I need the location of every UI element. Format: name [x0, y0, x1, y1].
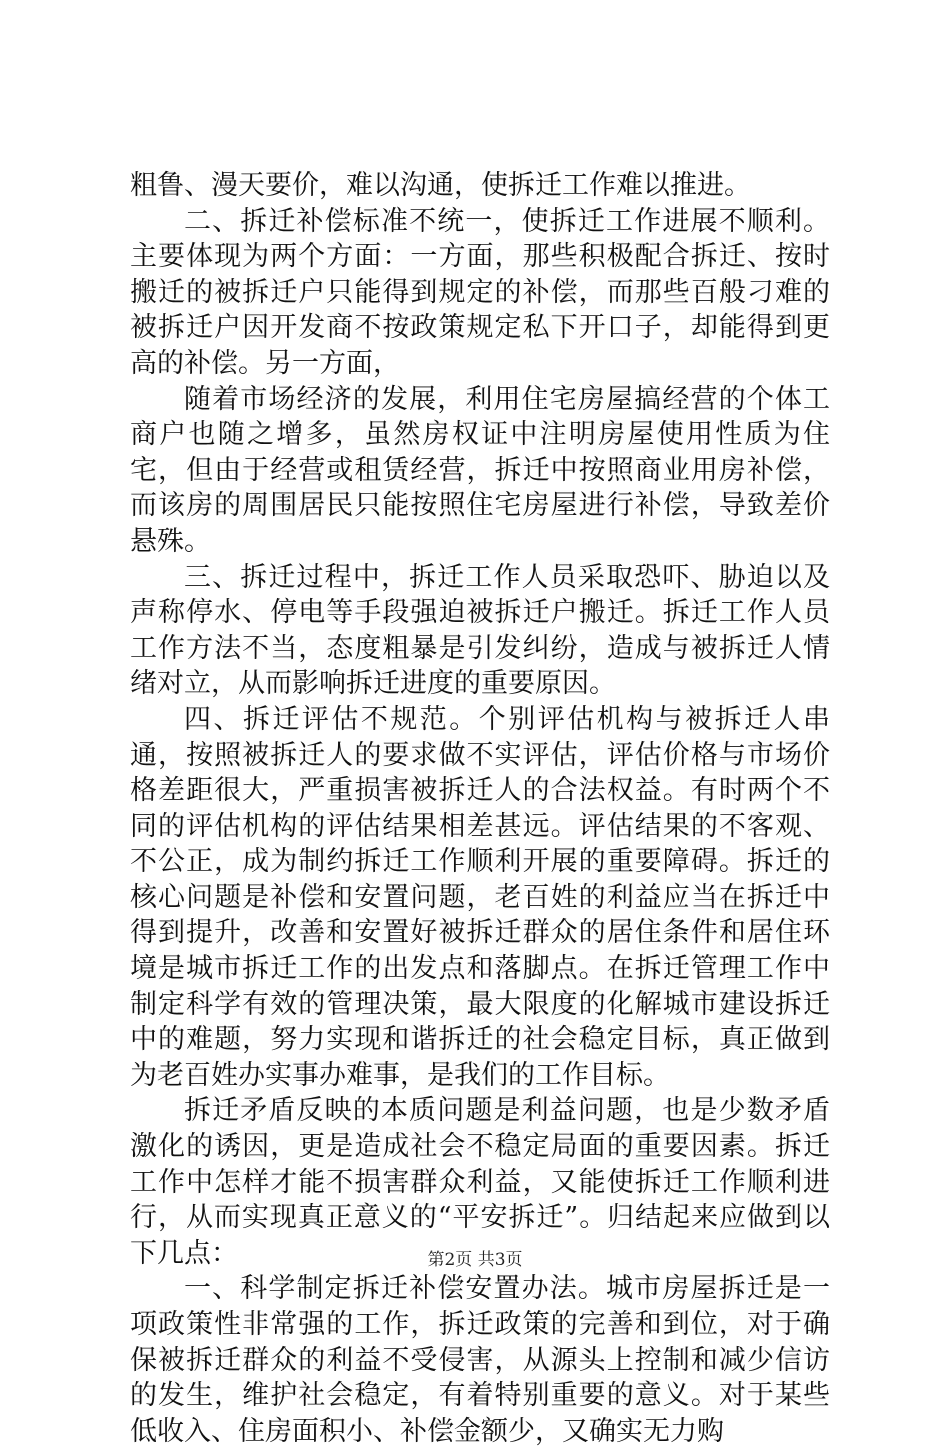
paragraph-1: 粗鲁、漫天要价，难以沟通，使拆迁工作难以推进。	[130, 170, 751, 201]
paragraph-4: 三、拆迁过程中，拆迁工作人员采取恐吓、胁迫以及声称停水、停电等手段强迫被拆迁户搬迁。拆迁工作人员工作方法不当，态度粗暴是引发纠纷，造成与被拆迁人情绪对立，从而影响拆迁进度的重要原因。	[130, 561, 830, 700]
paragraph-6: 拆迁矛盾反映的本质问题是利益问题，也是少数矛盾激化的诱因，更是造成社会不稳定局面的重要因素。拆迁工作中怎样才能不损害群众利益，又能使拆迁工作顺利进行，从而实现真正意义的“平安拆迁”。归结起来应做到以下几点：	[130, 1095, 830, 1269]
paragraph-2: 二、拆迁补偿标准不统一，使拆迁工作进展不顺利。主要体现为两个方面：一方面，那些积极配合拆迁、按时搬迁的被拆迁户只能得到规定的补偿，而那些百般刁难的被拆迁户因开发商不按政策规定私下开口子，却能得到更高的补偿。另一方面，	[130, 205, 830, 379]
paragraph-7: 一、科学制定拆迁补偿安置办法。城市房屋拆迁是一项政策性非常强的工作，拆迁政策的完善和到位，对于确保被拆迁群众的利益不受侵害，从源头上控制和减少信访的发生，维护社会稳定，有着特别重要的意义。对于某些低收入、住房面积小、补偿金额少，又确实无力购	[130, 1273, 830, 1447]
paragraph-3: 随着市场经济的发展，利用住宅房屋搞经营的个体工商户也随之增多，虽然房权证中注明房屋使用性质为住宅，但由于经营或租赁经营，拆迁中按照商业用房补偿，而该房的周围居民只能按照住宅房屋进行补偿，导致差价悬殊。	[130, 383, 830, 557]
page-footer: 第2页 共3页	[427, 1250, 523, 1270]
paragraph-5: 四、拆迁评估不规范。个别评估机构与被拆迁人串通，按照被拆迁人的要求做不实评估，评估价格与市场价格差距很大，严重损害被拆迁人的合法权益。有时两个不同的评估机构的评估结果相差甚远。评估结果的不客观、不公正，成为制约拆迁工作顺利开展的重要障碍。拆迁的核心问题是补偿和安置问题，老百姓的利益应当在拆迁中得到提升，改善和安置好被拆迁群众的居住条件和居住环境是城市拆迁工作的出发点和落脚点。在拆迁管理工作中制定科学有效的管理决策，最大限度的化解城市建设拆迁中的难题，努力实现和谐拆迁的社会稳定目标，真正做到为老百姓办实事办难事，是我们的工作目标。	[130, 703, 830, 1091]
